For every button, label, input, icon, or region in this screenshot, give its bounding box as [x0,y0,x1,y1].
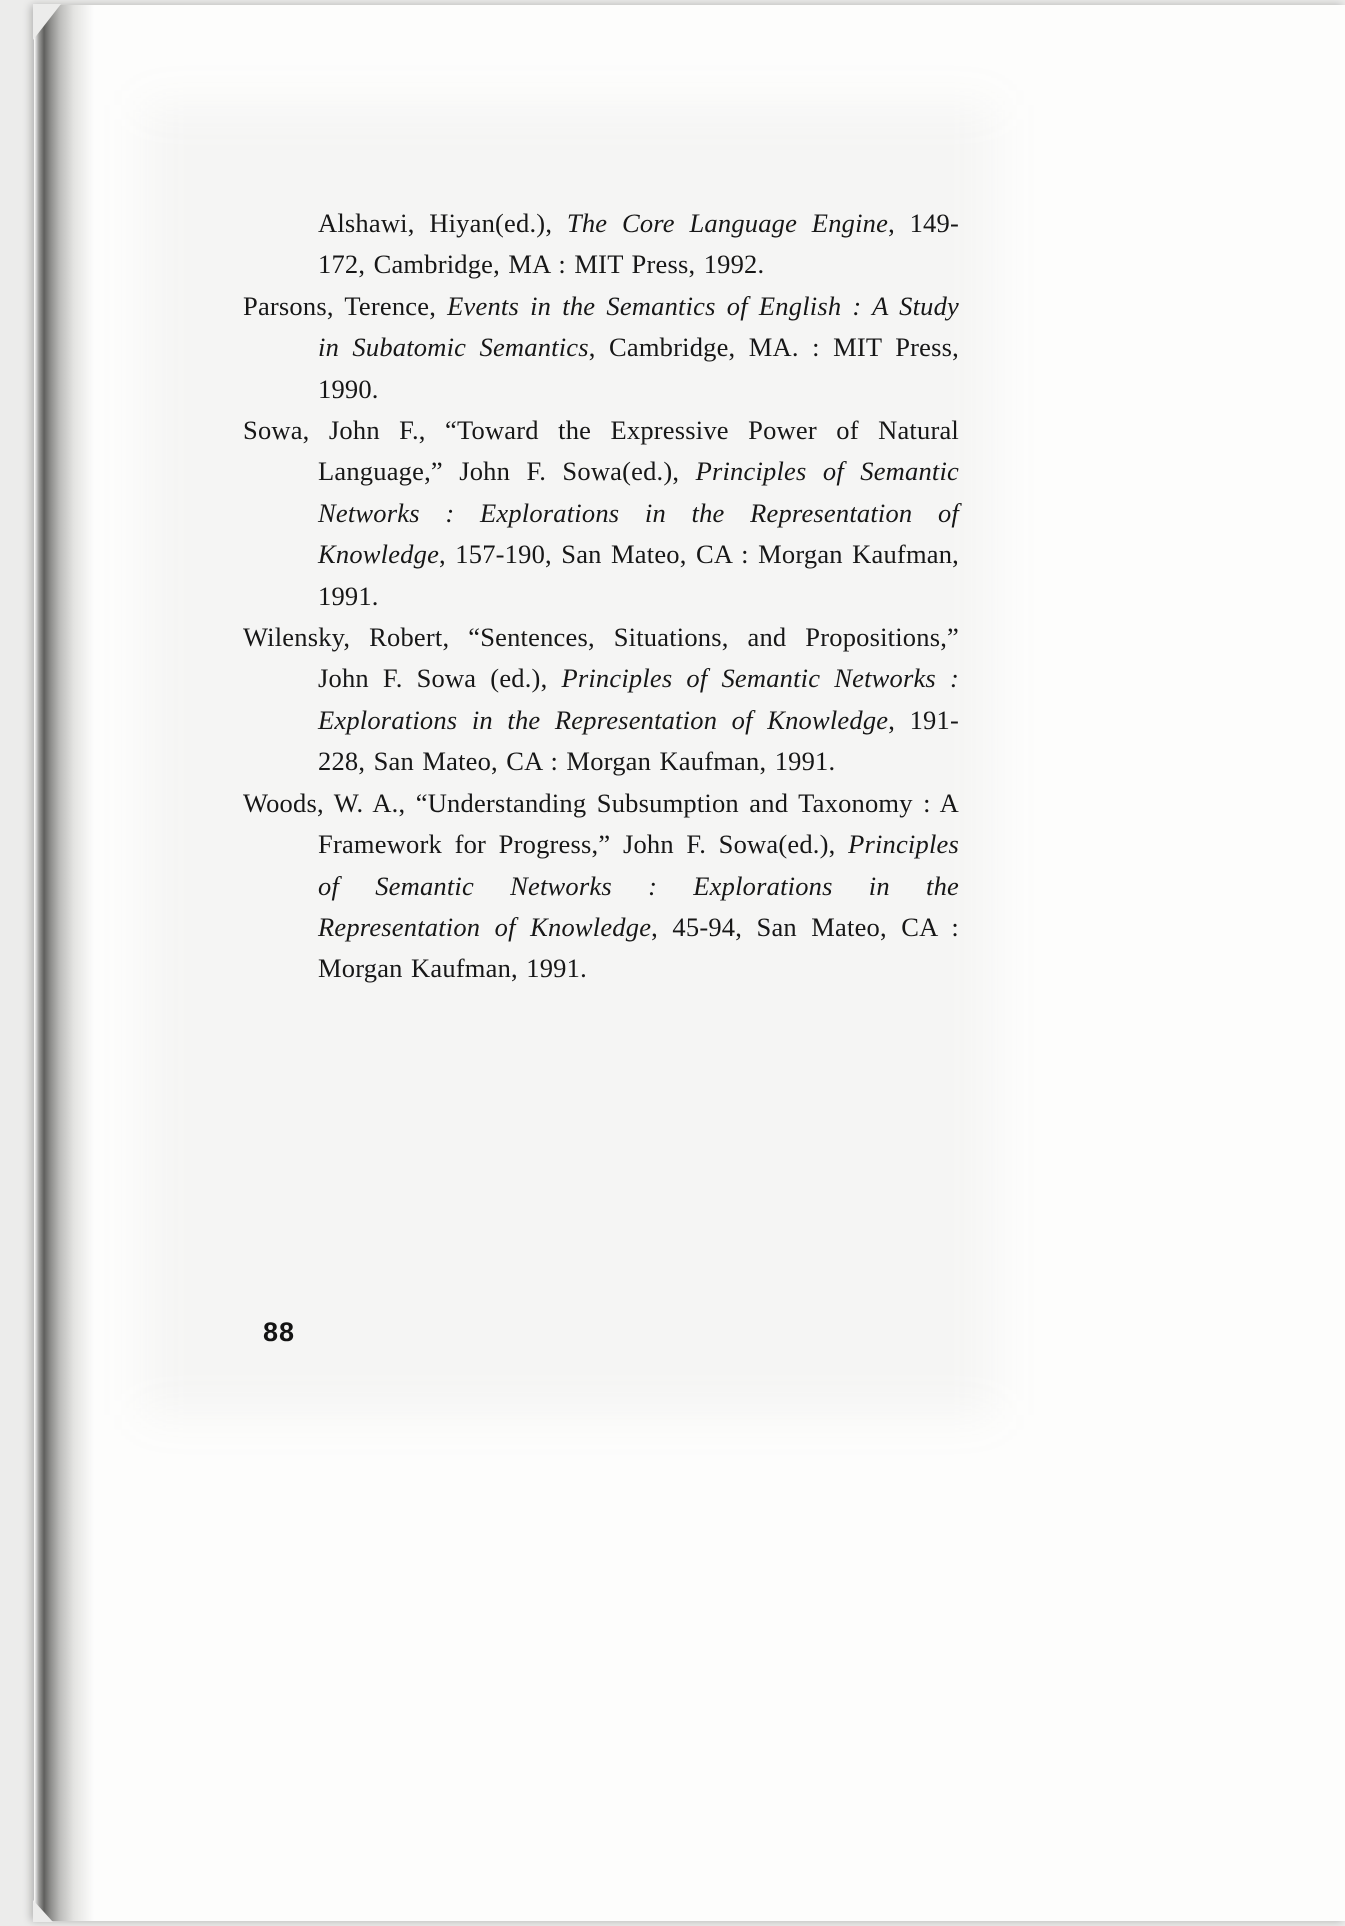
reference-entry [243,617,959,783]
references-block [243,203,959,990]
page-number: 88 [263,1317,296,1347]
page-corner-fold-top [33,4,61,40]
work-title: Principles of Semantic Networks : Explorations in the Representation of Knowledge [318,829,959,942]
reference-text: , 191-228, San Mateo, CA : Morgan Kaufman, 1991. [318,704,959,777]
reference-text: , 45-94, San Mateo, CA : Morgan Kaufman, 1991. [318,911,959,984]
reference-entry [243,410,959,617]
work-title: Principles of Semantic Networks : Explorations in the Representation of Knowledge [318,456,959,570]
binding-shadow [34,5,94,1921]
reference-entry [243,783,959,990]
reference-text: Sowa, John F., “Toward the Expressive Power of Natural Language,” John F. Sowa(ed.), [243,415,959,487]
page-corner-fold-bottom [33,1900,53,1922]
reference-entry [243,203,959,286]
reference-list [243,203,959,990]
reference-text: Woods, W. A., “Understanding Subsumption and Taxonomy : A Framework for Progress,” John F. Sowa(ed.), [243,787,959,860]
reference-text: Parsons, Terence, [243,290,448,321]
reference-text: , 149-172, Cambridge, MA : MIT Press, 1992. [318,208,959,280]
work-title: Principles of Semantic Networks : Explorations in the Representation of Knowledge [318,663,960,735]
reference-text: Wilensky, Robert, “Sentences, Situations, and Propositions,” John F. Sowa (ed.), [243,622,959,694]
work-title: Events in the Semantics of English : A Study in Subatomic Semantics [318,290,960,363]
reference-text: , Cambridge, MA. : MIT Press, 1990. [318,332,959,404]
reference-entry [243,286,959,410]
work-title: The Core Language Engine [566,208,889,238]
reference-text: Alshawi, Hiyan(ed.), [318,208,567,238]
reference-text: , 157-190, San Mateo, CA : Morgan Kaufman, 1991. [318,539,959,611]
book-page [34,5,1345,1921]
